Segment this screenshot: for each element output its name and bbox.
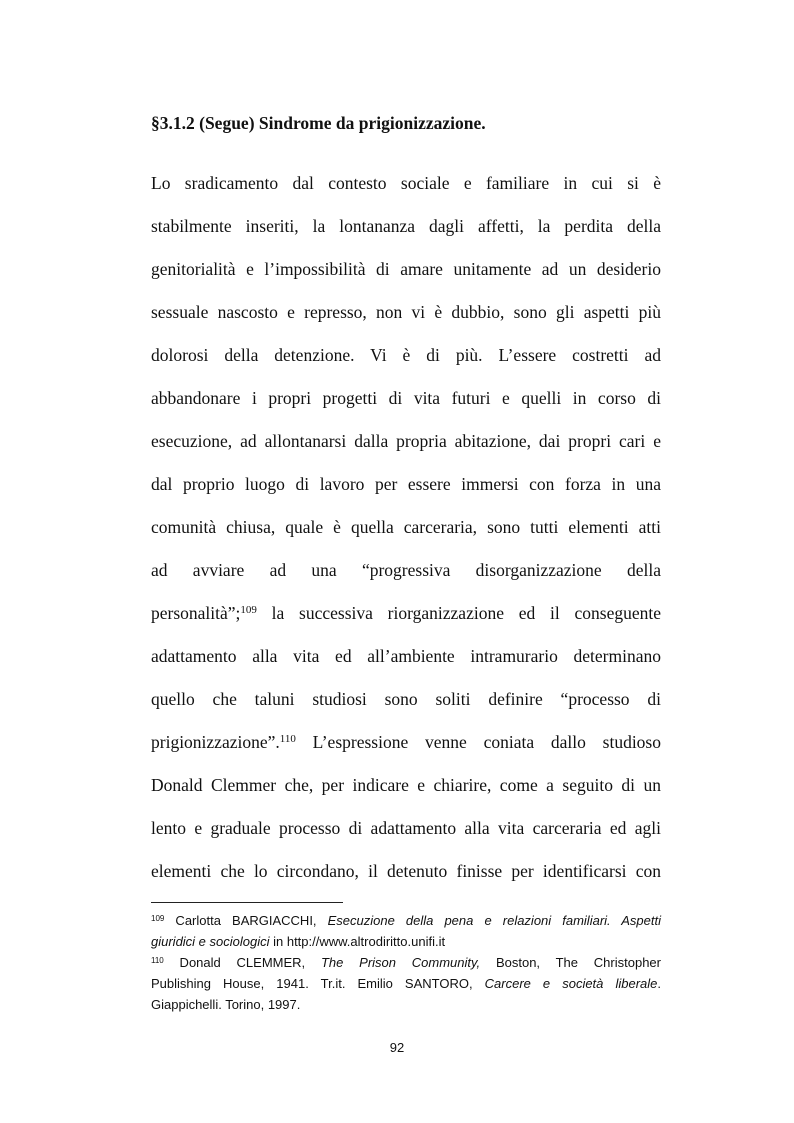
footnote-title: Carcere e società liberale (484, 976, 658, 991)
footnote-109-cont (151, 931, 661, 952)
footnote-text: . (657, 976, 661, 991)
body-line: Lo sradicamento dal contesto sociale e familiare in cui si è (151, 173, 661, 193)
body-line: lento e graduale processo di adattamento alla vita carceraria ed agli (151, 818, 661, 838)
body-line: Donald Clemmer che, per indicare e chiarire, come a seguito di un (151, 775, 661, 795)
footnote-ref-110[interactable]: 110 (279, 733, 296, 745)
footnote-link[interactable]: in http://www.altrodiritto.unifi.it (269, 934, 446, 949)
footnote-separator (151, 902, 343, 903)
body-line (151, 730, 661, 754)
body-line: abbandonare i propri progetti di vita futuri e quelli in corso di (151, 388, 661, 408)
footnote-number: 109 (151, 914, 165, 923)
footnote-text: Boston, The Christopher (480, 955, 661, 970)
body-line: stabilmente inseriti, la lontananza dagli affetti, la perdita della (151, 216, 661, 236)
body-text: L’espressione venne coniata dallo studioso (295, 732, 661, 752)
body-text: prigionizzazione”. (151, 732, 280, 752)
body-line: adattamento alla vita ed all’ambiente intramurario determinano (151, 646, 661, 666)
footnote-109 (151, 910, 661, 931)
footnote-ref-109[interactable]: 109 (240, 604, 257, 616)
footnote-title: Esecuzione della pena e relazioni familiari. Aspetti (327, 913, 661, 928)
body-line: dal proprio luogo di lavoro per essere immersi con forza in una (151, 474, 661, 494)
footnote-title: giuridici e sociologici (151, 934, 270, 949)
body-line: comunità chiusa, quale è quella carceraria, sono tutti elementi atti (151, 517, 661, 537)
footnote-110-cont (151, 973, 661, 994)
footnote-author: Carlotta BARGIACCHI, (164, 913, 328, 928)
footnote-number: 110 (151, 956, 164, 965)
body-line: ad avviare ad una “progressiva disorganizzazione della (151, 560, 661, 580)
footnote-text: Publishing House, 1941. Tr.it. Emilio SANTORO, (151, 976, 485, 991)
body-line: genitorialità e l’impossibilità di amare unitamente ad un desiderio (151, 259, 661, 279)
body-text: personalità”; (151, 603, 241, 623)
body-line: sessuale nascosto e represso, non vi è dubbio, sono gli aspetti più (151, 302, 661, 322)
body-line (151, 601, 661, 625)
body-line: elementi che lo circondano, il detenuto finisse per identificarsi con (151, 861, 661, 881)
body-line: quello che taluni studiosi sono soliti definire “processo di (151, 689, 661, 709)
body-text: la successiva riorganizzazione ed il conseguente (256, 603, 661, 623)
section-heading: §3.1.2 (Segue) Sindrome da prigionizzazione. (151, 113, 486, 133)
footnote-title: The Prison Community, (320, 955, 481, 970)
body-line: dolorosi della detenzione. Vi è di più. L’essere costretti ad (151, 345, 661, 365)
page-number: 92 (389, 1040, 405, 1055)
footnote-author: Donald CLEMMER, (163, 955, 321, 970)
footnote-110-cont: Giappichelli. Torino, 1997. (151, 997, 301, 1012)
body-line: esecuzione, ad allontanarsi dalla propria abitazione, dai propri cari e (151, 431, 661, 451)
footnote-110 (151, 952, 661, 973)
